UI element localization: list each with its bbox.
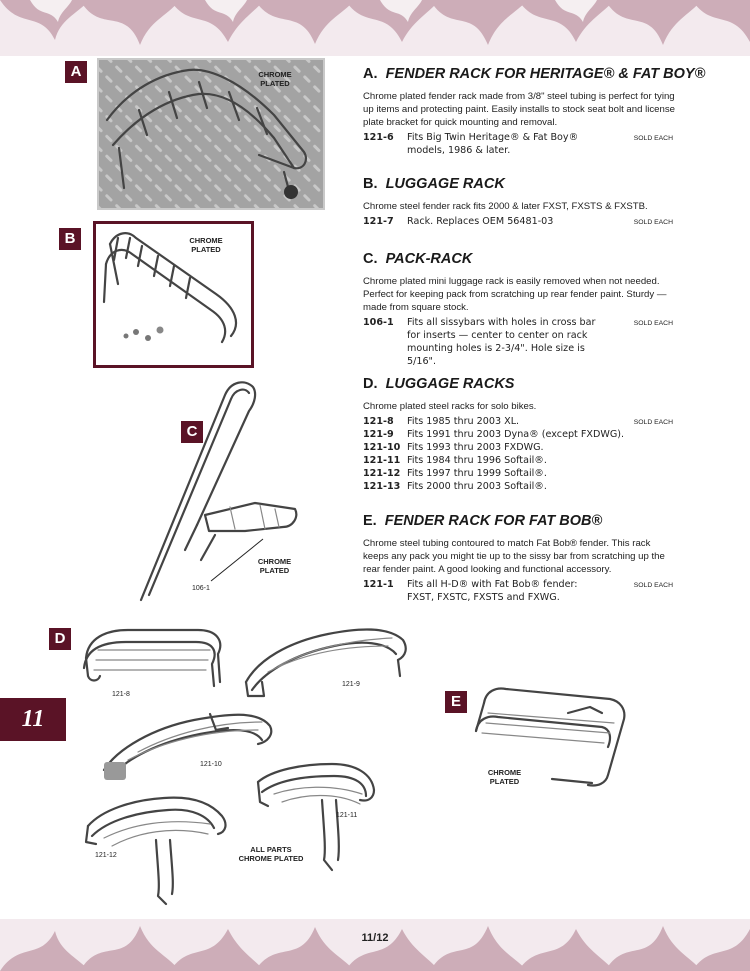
section-d — [363, 376, 675, 493]
label-c: C — [181, 421, 203, 443]
list-item: 121-9 Fits 1991 thru 2003 Dyna® (except FXDWG). — [363, 429, 625, 440]
section-b — [363, 176, 675, 228]
part-label-121-12: 121-12 — [95, 852, 117, 859]
product-photo-a — [97, 58, 325, 210]
rack-121-12-graphic — [80, 790, 230, 910]
list-item: 121-8 Fits 1985 thru 2003 XL. SOLD EACH — [363, 416, 673, 427]
rack-121-8-graphic — [78, 620, 228, 692]
list-item: 106-1 Fits all sissybars with holes in cross bar for inserts — center to center on rack mounting holes is 2-3/4". Hole size is 5/16". SOLD EACH — [363, 317, 673, 367]
flame-border-bottom — [0, 919, 750, 971]
section-a-title: A. FENDER RACK FOR HERITAGE® & FAT BOY® — [363, 66, 706, 82]
part-label-121-9: 121-9 — [342, 681, 360, 688]
part-label-121-11: 121-11 — [336, 812, 358, 819]
caption-chrome-plated-b: CHROME PLATED — [189, 236, 223, 254]
product-photo-b — [93, 221, 254, 368]
label-b: B — [59, 228, 81, 250]
label-d: D — [49, 628, 71, 650]
part-label-106-1: 106-1 — [192, 585, 210, 592]
caption-all-parts-chrome: ALL PARTS CHROME PLATED — [238, 845, 304, 863]
rack-121-10-graphic — [98, 700, 278, 785]
section-e-description: Chrome steel tubing contoured to match Fat Bob® fender. This rack keeps any pack you might tie up to the sissy bar from scratching up the rear fender paint. A good looking and functional accessory. — [363, 538, 665, 575]
section-c-title: C. PACK-RACK — [363, 251, 473, 267]
section-b-title: B. LUGGAGE RACK — [363, 176, 505, 192]
part-label-121-8: 121-8 — [112, 691, 130, 698]
list-item: 121-7 Rack. Replaces OEM 56481-03 SOLD EACH — [363, 216, 673, 227]
caption-chrome-plated-e: CHROME PLATED — [487, 768, 522, 786]
part-label-121-10: 121-10 — [200, 761, 222, 768]
list-item: 121-10 Fits 1993 thru 2003 FXDWG. — [363, 442, 544, 453]
list-item: 121-1 Fits all H-D® with Fat Bob® fender: FXST, FXSTC, FXSTS and FXWG. SOLD EACH — [363, 579, 673, 603]
list-item: 121-12 Fits 1997 thru 1999 Softail®. — [363, 468, 547, 479]
section-c — [363, 251, 675, 368]
section-e — [363, 513, 675, 604]
section-a-description: Chrome plated fender rack made from 3/8" steel tubing is perfect for tying up items and protecting paint. Easily installs to stock seat bolt and license plate bracket for quick mounting and removal. — [363, 91, 675, 128]
label-e: E — [445, 691, 467, 713]
flame-border-top — [0, 0, 750, 56]
section-e-title: E. FENDER RACK FOR FAT BOB® — [363, 513, 603, 529]
page-number: 11/12 — [361, 932, 389, 944]
list-item: 121-13 Fits 2000 thru 2003 Softail®. — [363, 481, 547, 492]
caption-chrome-plated-a: CHROME PLATED — [258, 70, 292, 88]
chapter-tab: 11 — [0, 698, 66, 741]
label-a: A — [65, 61, 87, 83]
section-a — [363, 66, 706, 157]
caption-chrome-plated-c: CHROME PLATED — [257, 557, 292, 575]
rack-121-9-graphic — [238, 620, 413, 700]
section-d-title: D. LUGGAGE RACKS — [363, 376, 515, 392]
section-d-description: Chrome plated steel racks for solo bikes. — [363, 401, 537, 412]
section-c-description: Chrome plated mini luggage rack is easily removed when not needed. Perfect for keeping pack from scratching up rear fender paint. Sturdy — made from square stock. — [363, 276, 667, 313]
list-item: 121-6 Fits Big Twin Heritage® & Fat Boy® models, 1986 & later. SOLD EACH — [363, 132, 673, 156]
section-b-description: Chrome steel fender rack fits 2000 & later FXST, FXSTS & FXSTB. — [363, 201, 648, 212]
list-item: 121-11 Fits 1984 thru 1996 Softail®. — [363, 455, 547, 466]
